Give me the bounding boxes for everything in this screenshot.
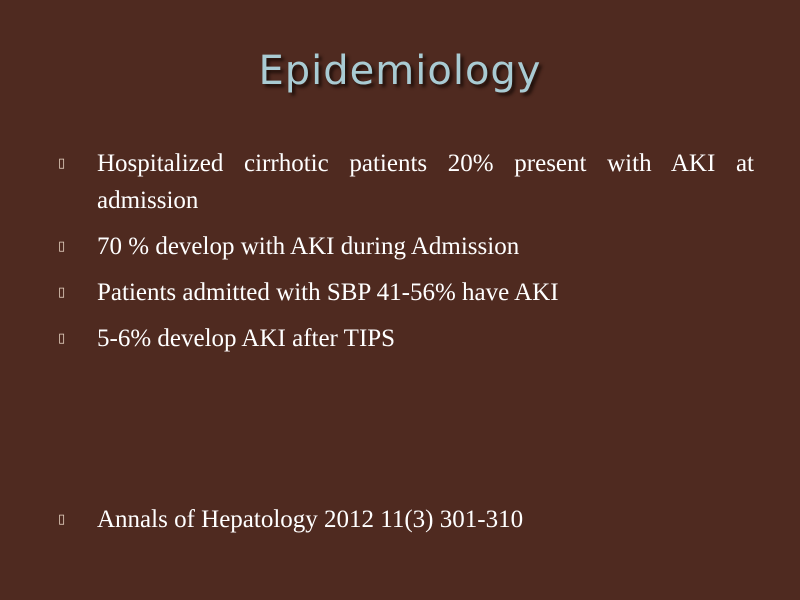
box-glyph-icon: ▯ [58,512,66,527]
bullet-text: 5-6% develop AKI after TIPS [97,325,396,352]
bullet-text: Patients admitted with SBP 41-56% have AKI [97,279,559,306]
bullet-text: 70 % develop with AKI during Admission [97,233,520,260]
box-glyph-icon: ▯ [58,331,66,346]
slide-title: Epidemiology [258,48,542,94]
reference-text: Annals of Hepatology 2012 11(3) 301-310 [97,506,524,533]
bullet-item [58,145,754,219]
box-glyph-icon: ▯ [58,156,66,171]
bullet-item [58,228,754,265]
reference-item [58,501,754,538]
box-glyph-icon: ▯ [58,239,66,254]
bullet-text: Hospitalized cirrhotic patients 20% present with AKI at admission [97,150,754,214]
box-glyph-icon: ▯ [58,285,66,300]
bullet-item [58,320,754,357]
bullet-item [58,274,754,311]
